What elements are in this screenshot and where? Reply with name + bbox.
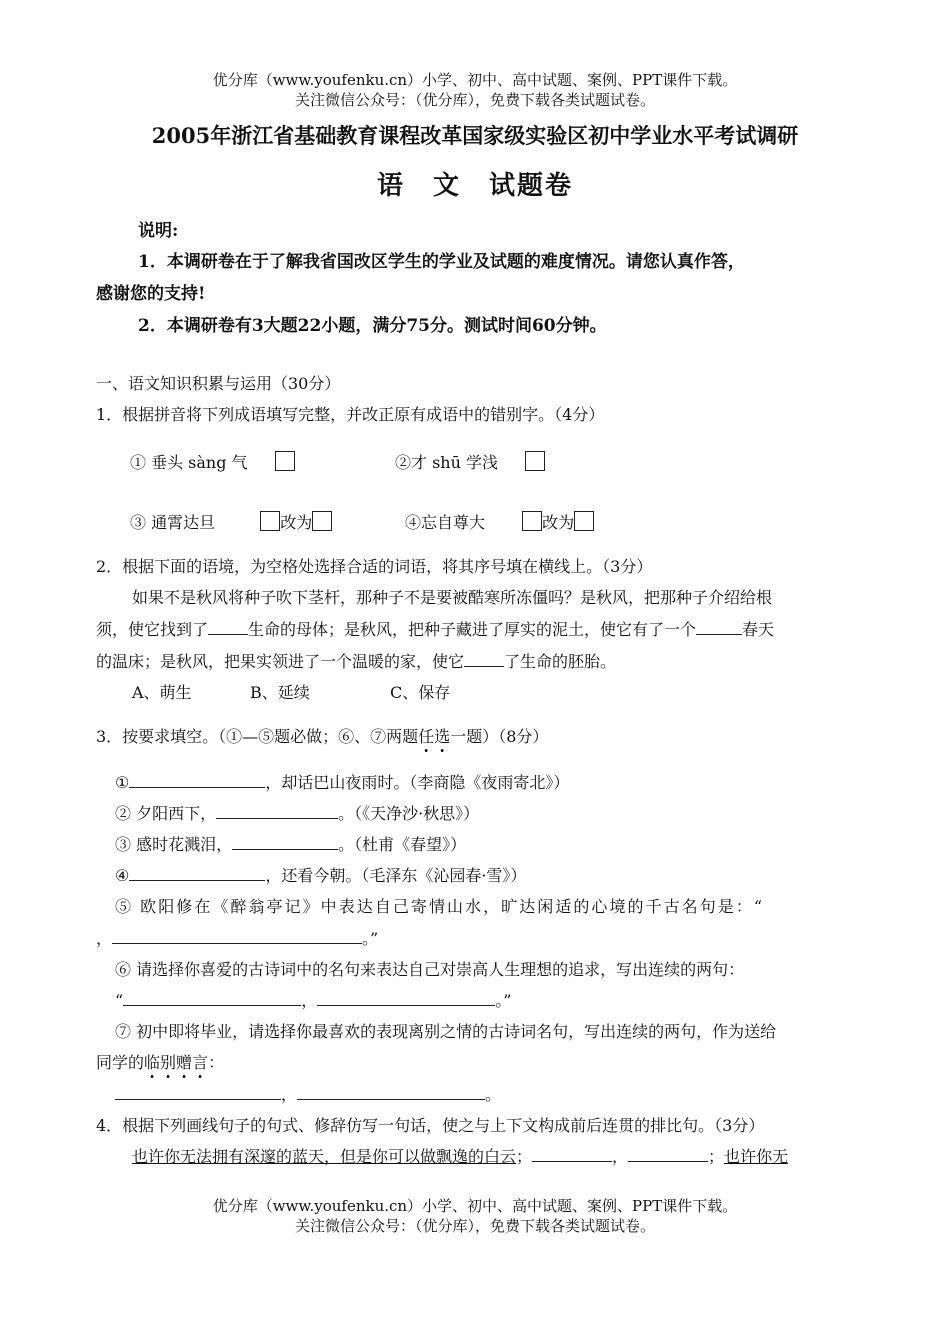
q1-change-label-d: 改为 [542,513,575,532]
q1-item-c-label: ③ 通霄达旦 [130,513,216,532]
q4-underlined-sentence-2: 也许你无 [724,1147,789,1166]
q3-item-6-quote: “ [115,991,124,1010]
q1-item-c [130,510,332,533]
q2-passage-line-2 [96,617,774,640]
q3-blank-6b[interactable] [317,991,495,1006]
section-1-heading: 一、语文知识积累与运用（30分） [96,374,341,393]
q2-passage-text: 春天 [742,620,775,639]
header-line-1: 优分库（www.youfenku.cn）小学、初中、高中试题、案例、PPT课件下载。 [212,71,738,89]
exam-title: 2005年浙江省基础教育课程改革国家级实验区初中学业水平考试调研 [151,123,799,148]
q3-blank-4[interactable] [129,866,265,881]
q1-stem: 1．根据拼音将下列成语填写完整，并改正原有成语中的错别字。（4分） [96,405,605,424]
q3-item-1 [115,770,569,793]
q1-correct-char-box-d[interactable] [574,511,594,531]
q2-blank-1[interactable] [208,620,248,635]
q3-stem-emphasis: 选 [434,727,451,746]
notes-item-1-cont: 感谢您的支持! [96,284,206,304]
q2-blank-3[interactable] [464,652,504,667]
q4-stem: 4．根据下列画线句子的句式、修辞仿写一句话，使之与上下文构成前后连贯的排比句。（3分） [96,1116,765,1135]
q3-item-4-num: ④ [115,866,130,885]
q3-blank-3[interactable] [232,835,338,850]
q1-correct-char-box-c[interactable] [312,511,332,531]
q3-item-7-comma: ， [281,1085,298,1104]
q3-item-5-cont [96,926,378,949]
q3-item-7-text: 同学的 [96,1053,145,1072]
notes-item-1: 1．本调研卷在于了解我省国改区学生的学业及试题的难度情况。请您认真作答， [138,252,745,272]
q2-passage-text: 生命的母体；是秋风，把种子藏进了厚实的泥土，使它有了一个 [248,620,697,639]
q3-blank-6a[interactable] [123,991,301,1006]
q1-item-a [130,450,295,473]
q3-item-7-cont [96,1050,224,1073]
q3-item-3-text: ③ 感时花溅泪， [115,835,233,854]
q2-stem: 2．根据下面的语境，为空格处选择合适的词语，将其序号填在横线上。（3分） [96,557,653,576]
q2-passage-line-1: 如果不是秋风将种子吹下茎杆，那种子不是要被酷寒所冻僵吗？是秋风，把那种子介绍给根 [132,588,773,607]
q3-item-6-cont [115,988,511,1011]
q3-blank-1[interactable] [129,773,265,788]
q3-blank-2[interactable] [216,804,338,819]
q3-item-2-source: 。（《天净沙·秋思》） [338,804,480,823]
q3-item-7: ⑦ 初中即将毕业，请选择你最喜欢的表现离别之情的古诗词名句，写出连续的两句，作为送给 [115,1022,777,1041]
q3-blank-7b[interactable] [297,1085,485,1100]
q1-item-a-label: ① 垂头 sàng 气 [130,453,248,472]
q3-item-6-end: 。” [495,991,512,1010]
q3-item-4-text: ，还看今朝。（毛泽东《沁园春·雪》） [265,866,527,885]
q3-item-3 [115,832,466,855]
notes-heading: 说明: [138,221,179,241]
q1-item-d [405,510,594,533]
q4-blank-2[interactable] [628,1147,708,1162]
q2-option-b: B、延续 [250,683,310,702]
header-line-2: 关注微信公众号：（优分库），免费下载各类试题试卷。 [294,91,655,109]
q4-passage [132,1144,788,1167]
q3-item-2 [115,801,479,824]
footer-line-1: 优分库（www.youfenku.cn）小学、初中、高中试题、案例、PPT课件下载。 [212,1197,738,1215]
q4-comma: ， [612,1147,629,1166]
q3-item-5: ⑤ 欧阳修在《醉翁亭记》中表达自己寄情山水，旷达闲适的心境的千古名句是：“ [115,897,765,916]
q1-wrong-char-box-d[interactable] [522,511,542,531]
q4-blank-1[interactable] [532,1147,612,1162]
q4-underlined-sentence: 也许你无法拥有深邃的蓝天，但是你可以做飘逸的白云 [132,1147,517,1166]
q3-item-3-source: 。（杜甫《春望》） [338,835,467,854]
q3-item-1-num: ① [115,773,130,792]
q3-item-7-colon: ： [208,1053,225,1072]
q4-semicolon: ； [708,1147,725,1166]
q3-stem [96,724,548,747]
q2-passage-line-3 [96,649,616,672]
q1-item-b [395,450,545,473]
q1-change-label-c: 改为 [280,513,313,532]
q3-stem-text: 一题）（8分） [450,727,549,746]
q3-item-5-end: 。” [362,929,379,948]
q3-item-7-answer [115,1082,501,1105]
q2-blank-2[interactable] [696,620,742,635]
q3-item-7-emphasis: 赠 [176,1053,193,1072]
q1-item-d-label: ④忘自尊大 [405,513,486,532]
q3-blank-5[interactable] [112,929,362,944]
q1-item-b-label: ②才 shū 学浅 [395,453,498,472]
q3-item-4 [115,863,526,886]
q3-item-7-emphasis: 临 [144,1053,161,1072]
q1-answer-box-b[interactable] [525,451,545,471]
notes-item-2: 2．本调研卷有3大题22小题，满分75分。测试时间60分钟。 [138,316,607,336]
q2-passage-text: 的温床；是秋风，把果实领进了一个温暖的家，使它 [96,652,465,671]
q4-semicolon: ； [516,1147,533,1166]
q3-item-6-comma: ， [301,991,318,1010]
q3-item-6: ⑥ 请选择你喜爱的古诗词中的名句来表达自己对崇高人生理想的追求，写出连续的两句： [115,960,745,979]
q1-answer-box-a[interactable] [275,451,295,471]
q3-item-2-text: ② 夕阳西下， [115,804,217,823]
q2-option-c: C、保存 [390,683,451,702]
q3-stem-emphasis: 任 [418,727,435,746]
q3-item-1-text: ，却话巴山夜雨时。（李商隐《夜雨寄北》） [265,773,570,792]
q2-option-a: A、萌生 [132,683,192,702]
q1-wrong-char-box-c[interactable] [260,511,280,531]
q2-passage-text: 了生命的胚胎。 [504,652,617,671]
q2-passage-text: 须，使它找到了 [96,620,209,639]
footer-line-2: 关注微信公众号：（优分库），免费下载各类试题试卷。 [294,1217,655,1235]
exam-subtitle: 语 文 试题卷 [376,171,573,201]
q3-item-7-end: 。 [485,1085,502,1104]
q3-blank-7a[interactable] [115,1085,281,1100]
q3-item-7-emphasis: 言 [192,1053,209,1072]
q3-item-7-emphasis: 别 [160,1053,177,1072]
q3-stem-text: 3．按要求填空。（①—⑤题必做；⑥、⑦两题 [96,727,419,746]
q3-item-5-comma: ， [96,929,113,948]
